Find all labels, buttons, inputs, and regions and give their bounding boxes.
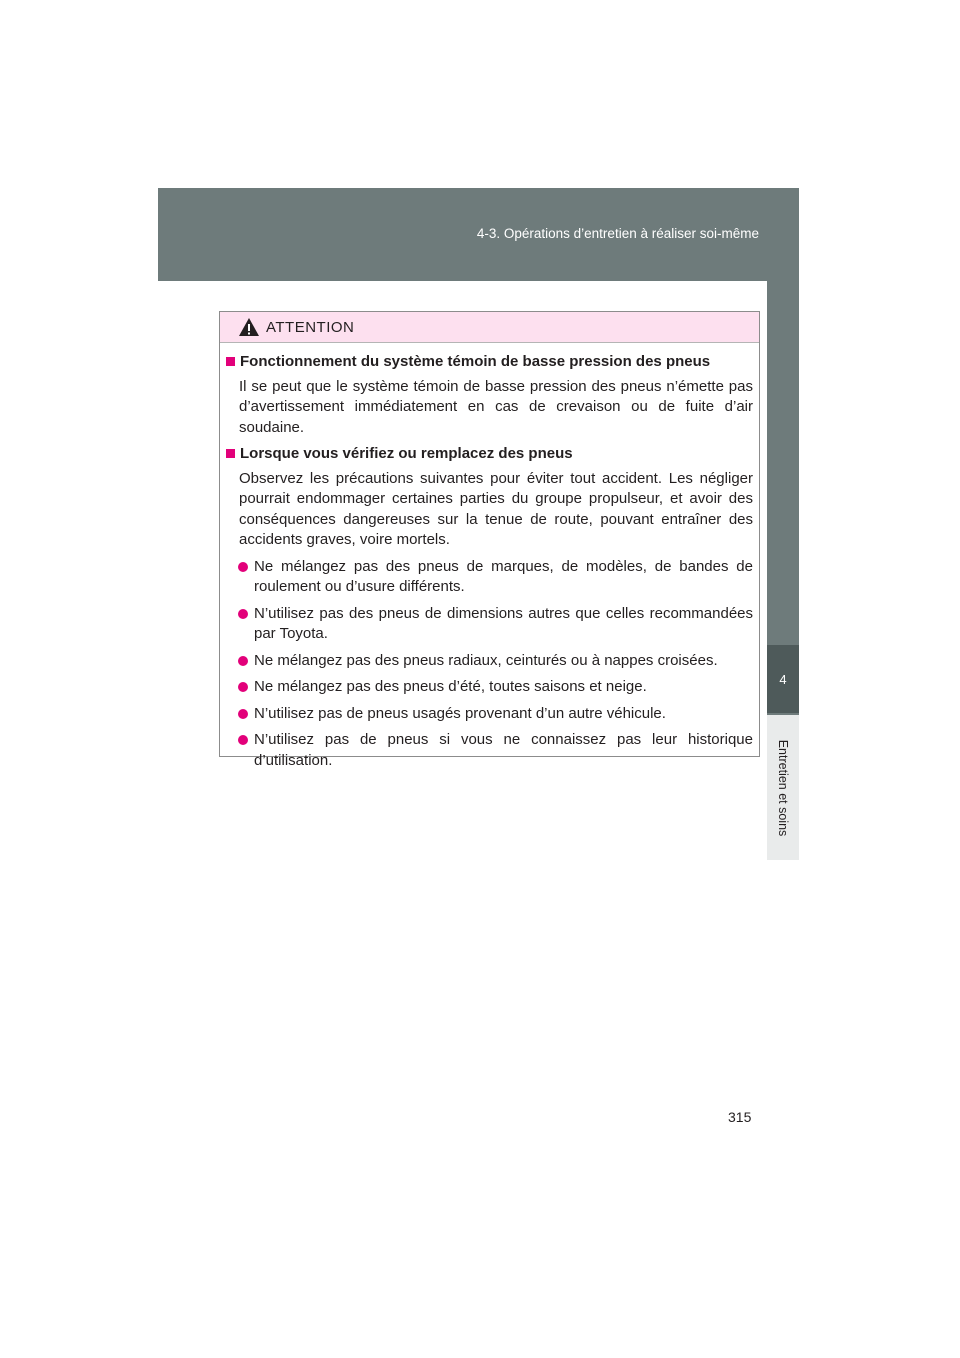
chapter-label: Entretien et soins — [776, 739, 790, 837]
section-paragraph: Il se peut que le système témoin de basse pression des pneus n’émette pas d’avertissement immédiatement en cas de crevaison ou de fuite d’air soudaine. — [239, 377, 753, 436]
list-item — [238, 730, 753, 771]
list-item — [238, 604, 753, 645]
list-item-text: N’utilisez pas des pneus de dimensions autres que celles recommandées par Toyota. — [254, 604, 753, 642]
warning-title: ATTENTION — [266, 318, 355, 336]
warning-body — [220, 343, 759, 771]
round-bullet-icon — [238, 709, 248, 719]
list-item — [238, 651, 753, 672]
section-heading — [226, 444, 753, 465]
list-item-text: N’utilisez pas de pneus si vous ne connaissez pas leur historique d’utilisation. — [254, 731, 753, 769]
heading-text: Lorsque vous vérifiez ou remplacez des pneus — [240, 445, 573, 462]
section-paragraph: Observez les précautions suivantes pour éviter tout accident. Les négliger pourrait endommager certaines parties du groupe propulseur, et avoir des conséquences dangereuses sur la tenue de route, pouvant entraîner des accidents graves, voire mortels. — [239, 469, 753, 548]
warning-triangle-icon — [238, 317, 260, 337]
warning-box — [219, 311, 760, 769]
list-item — [238, 557, 753, 598]
round-bullet-icon — [238, 562, 248, 572]
page-number: 315 — [728, 1109, 752, 1125]
page-header — [158, 188, 799, 281]
round-bullet-icon — [238, 609, 248, 619]
list-item-text: N’utilisez pas de pneus usagés provenant d’un autre véhicule. — [254, 704, 666, 722]
round-bullet-icon — [238, 656, 248, 666]
list-item — [238, 677, 753, 698]
square-bullet-icon — [226, 449, 235, 458]
list-item — [238, 704, 753, 725]
square-bullet-icon — [226, 357, 235, 366]
warning-header — [220, 312, 759, 343]
heading-text: Fonctionnement du système témoin de basse pression des pneus — [240, 353, 711, 370]
section-heading — [226, 352, 753, 373]
list-item-text: Ne mélangez pas des pneus de marques, de modèles, de bandes de roulement ou d’usure différents. — [254, 557, 753, 595]
round-bullet-icon — [238, 682, 248, 692]
list-item-text: Ne mélangez pas des pneus d’été, toutes saisons et neige. — [254, 678, 647, 695]
section-title: 4-3. Opérations d’entretien à réaliser soi-même — [476, 226, 759, 241]
round-bullet-icon — [238, 735, 248, 745]
chapter-number: 4 — [767, 645, 799, 713]
list-item-text: Ne mélangez pas des pneus radiaux, ceinturés ou à nappes croisées. — [254, 651, 718, 669]
